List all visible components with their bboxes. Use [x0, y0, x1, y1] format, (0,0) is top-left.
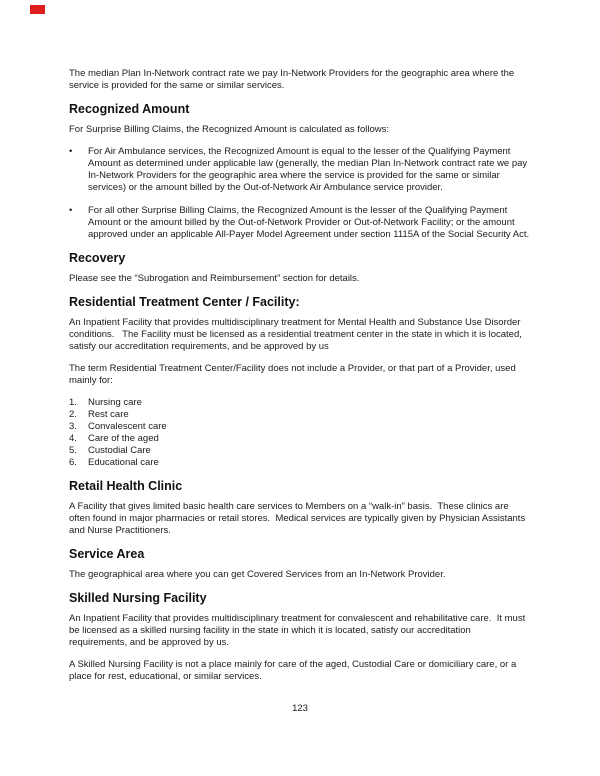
skilled-paragraph-2: A Skilled Nursing Facility is not a place mainly for care of the aged, Custodial Care or domiciliary care, or a place for rest, educational, or similar services. — [69, 659, 519, 682]
list-number: 3. — [69, 421, 77, 432]
heading-service-area: Service Area — [69, 547, 145, 561]
recognized-amount-bullet-list — [69, 146, 531, 241]
bullet-text: For Air Ambulance services, the Recognized Amount is equal to the lesser of the Qualifying Payment Amount as determined under applicable law (generally, the median Plan In-Network contract rate we pay In-Network Providers for the geographic area where the service is provided for the same or similar services) or the amount billed by the Out-of-Network Air Ambulance service provider. — [88, 146, 530, 193]
red-annotation-marker — [30, 5, 45, 14]
list-item — [69, 146, 531, 194]
heading-recognized-amount: Recognized Amount — [69, 102, 190, 116]
heading-residential-treatment: Residential Treatment Center / Facility: — [69, 295, 300, 309]
residential-paragraph-1: An Inpatient Facility that provides multidisciplinary treatment for Mental Health and Substance Use Disorder conditions. The Facility must be licensed as a residential treatment center in the state in which it is located, satisfy our accreditation requirements, and be approved by us — [69, 317, 525, 352]
list-item-label: Educational care — [88, 457, 159, 468]
bullet-icon: • — [69, 146, 73, 157]
residential-exclusion-list — [69, 397, 531, 469]
list-item-label: Rest care — [88, 409, 129, 420]
heading-retail-health-clinic: Retail Health Clinic — [69, 479, 183, 493]
list-number: 1. — [69, 397, 77, 408]
page-number: 123 — [292, 703, 308, 714]
bullet-text: For all other Surprise Billing Claims, the Recognized Amount is the lesser of the Qualifying Payment Amount or the amount billed by the Out-of-Network Provider or Out-of-Network Facility; or the amount approved under an applicable All-Payer Model Agreement under section 1115A of the Social Security Act. — [88, 205, 530, 240]
list-item-label: Care of the aged — [88, 433, 159, 444]
list-item — [69, 205, 531, 241]
heading-recovery: Recovery — [69, 251, 126, 265]
heading-skilled-nursing-facility: Skilled Nursing Facility — [69, 591, 207, 605]
list-item — [69, 409, 531, 421]
list-item-label: Convalescent care — [88, 421, 167, 432]
list-item — [69, 445, 531, 457]
list-item-label: Custodial Care — [88, 445, 151, 456]
list-number: 2. — [69, 409, 77, 420]
retail-paragraph: A Facility that gives limited basic health care services to Members on a “walk-in” basis. These clinics are often found in major pharmacies or retail stores. Medical services are typically given by Physician Assistants and Nurse Practitioners. — [69, 501, 528, 536]
list-number: 5. — [69, 445, 77, 456]
service-area-paragraph: The geographical area where you can get Covered Services from an In-Network Provider. — [69, 569, 446, 580]
recognized-amount-lead: For Surprise Billing Claims, the Recognized Amount is calculated as follows: — [69, 124, 389, 135]
bullet-icon: • — [69, 205, 73, 216]
page-content — [69, 68, 531, 693]
list-item — [69, 397, 531, 409]
list-item — [69, 457, 531, 469]
recovery-paragraph: Please see the “Subrogation and Reimbursement” section for details. — [69, 273, 360, 284]
list-number: 4. — [69, 433, 77, 444]
list-number: 6. — [69, 457, 77, 468]
skilled-paragraph-1: An Inpatient Facility that provides multidisciplinary treatment for convalescent and rehabilitative care. It must be licensed as a skilled nursing facility in the state in which it is located, satisfy our accreditation requirements, and be approved by us. — [69, 613, 528, 648]
list-item — [69, 433, 531, 445]
residential-paragraph-2: The term Residential Treatment Center/Facility does not include a Provider, or that part of a Provider, used mainly for: — [69, 363, 519, 386]
list-item-label: Nursing care — [88, 397, 142, 408]
intro-paragraph: The median Plan In-Network contract rate we pay In-Network Providers for the geographic area where the service is provided for the same or similar services. — [69, 68, 517, 91]
list-item — [69, 421, 531, 433]
